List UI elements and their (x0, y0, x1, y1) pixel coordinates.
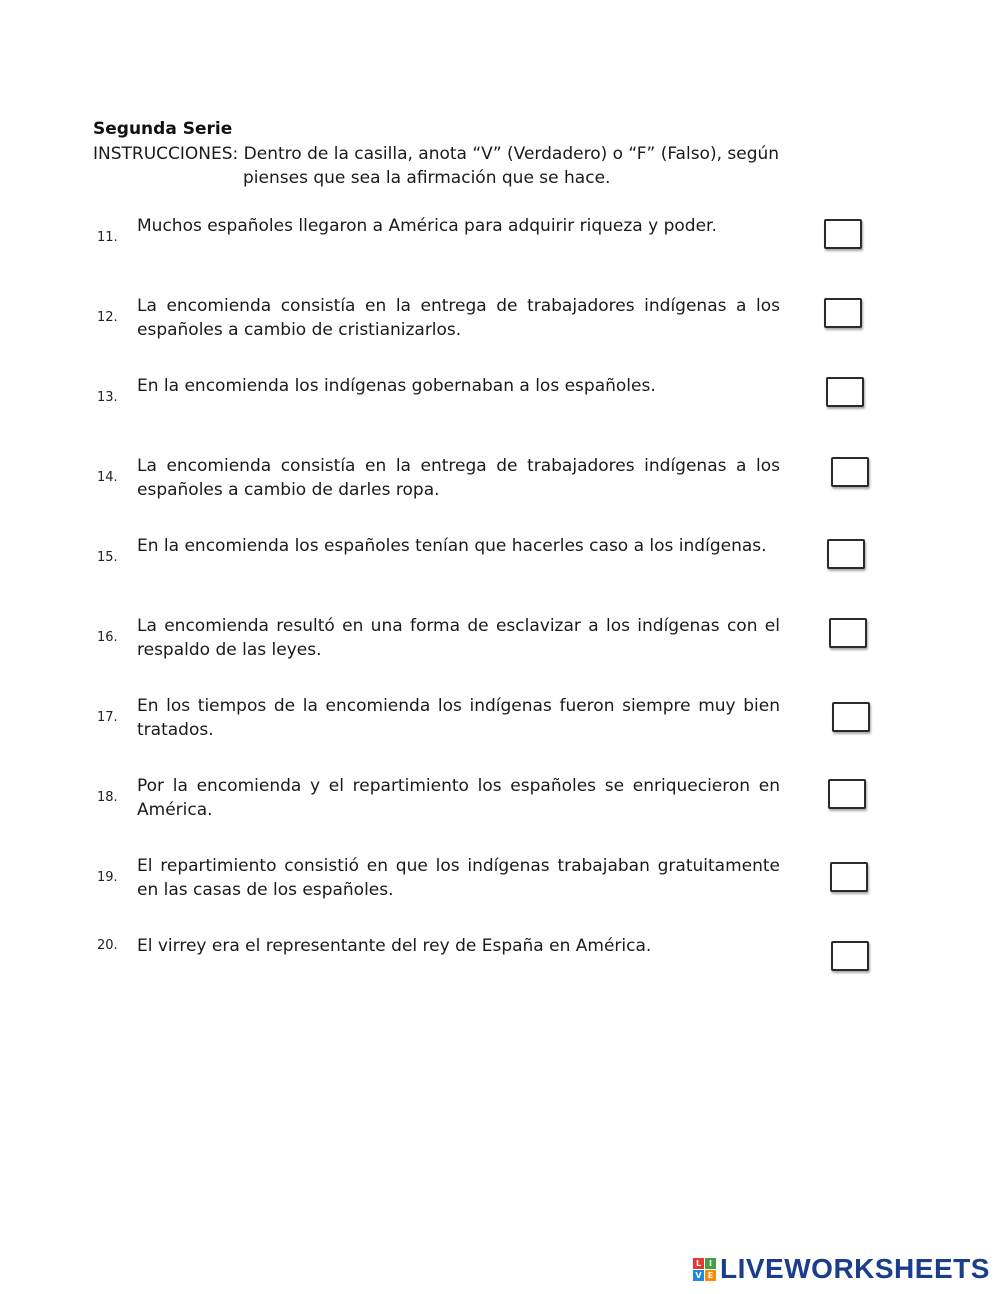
question-text: El repartimiento consistió en que los indígenas trabajaban gratuitamente en las casas de los españoles. (137, 856, 780, 900)
answer-box-14[interactable] (831, 457, 869, 487)
question-text: Muchos españoles llegaron a América para adquirir riqueza y poder. (137, 216, 717, 236)
question-text: En la encomienda los españoles tenían que hacerles caso a los indígenas. (137, 536, 767, 556)
answer-box-15[interactable] (827, 539, 865, 569)
question-number: 15. (97, 550, 118, 565)
question-text: En los tiempos de la encomienda los indígenas fueron siempre muy bien tratados. (137, 696, 780, 740)
instructions (93, 142, 908, 190)
question-number: 20. (97, 938, 118, 953)
question-text: El virrey era el representante del rey de España en América. (137, 936, 652, 956)
answer-box-16[interactable] (829, 618, 867, 648)
answer-box-19[interactable] (830, 862, 868, 892)
instructions-line-1: INSTRUCCIONES: Dentro de la casilla, anota “V” (Verdadero) o “F” (Falso), según (93, 144, 780, 164)
brand-icon-letter: V (693, 1270, 704, 1281)
brand-icon-letter: E (705, 1270, 716, 1281)
answer-box-12[interactable] (824, 298, 862, 328)
answer-box-18[interactable] (828, 779, 866, 809)
answer-box-13[interactable] (826, 377, 864, 407)
question-text: La encomienda consistía en la entrega de trabajadores indígenas a los españoles a cambio de darles ropa. (137, 456, 780, 500)
brand-icon (693, 1258, 716, 1281)
answer-box-20[interactable] (831, 941, 869, 971)
question-number: 14. (97, 470, 118, 485)
question-text: La encomienda consistía en la entrega de trabajadores indígenas a los españoles a cambio de cristianizarlos. (137, 296, 780, 340)
question-number: 12. (97, 310, 118, 325)
liveworksheets-logo (693, 1254, 990, 1284)
question-number: 19. (97, 870, 118, 885)
answer-box-17[interactable] (832, 702, 870, 732)
question-number: 18. (97, 790, 118, 805)
question-number: 13. (97, 390, 118, 405)
answer-box-11[interactable] (824, 219, 862, 249)
instructions-line-2: pienses que sea la afirmación que se hace. (243, 168, 611, 188)
question-number: 17. (97, 710, 118, 725)
question-text: La encomienda resultó en una forma de esclavizar a los indígenas con el respaldo de las leyes. (137, 616, 780, 660)
brand-icon-letter: I (705, 1258, 716, 1269)
series-title: Segunda Serie (93, 119, 233, 139)
question-text: Por la encomienda y el repartimiento los españoles se enriquecieron en América. (137, 776, 780, 820)
question-number: 11. (97, 230, 118, 245)
question-text: En la encomienda los indígenas gobernaban a los españoles. (137, 376, 656, 396)
brand-text: LIVEWORKSHEETS (720, 1253, 990, 1284)
brand-icon-letter: L (693, 1258, 704, 1269)
question-number: 16. (97, 630, 118, 645)
